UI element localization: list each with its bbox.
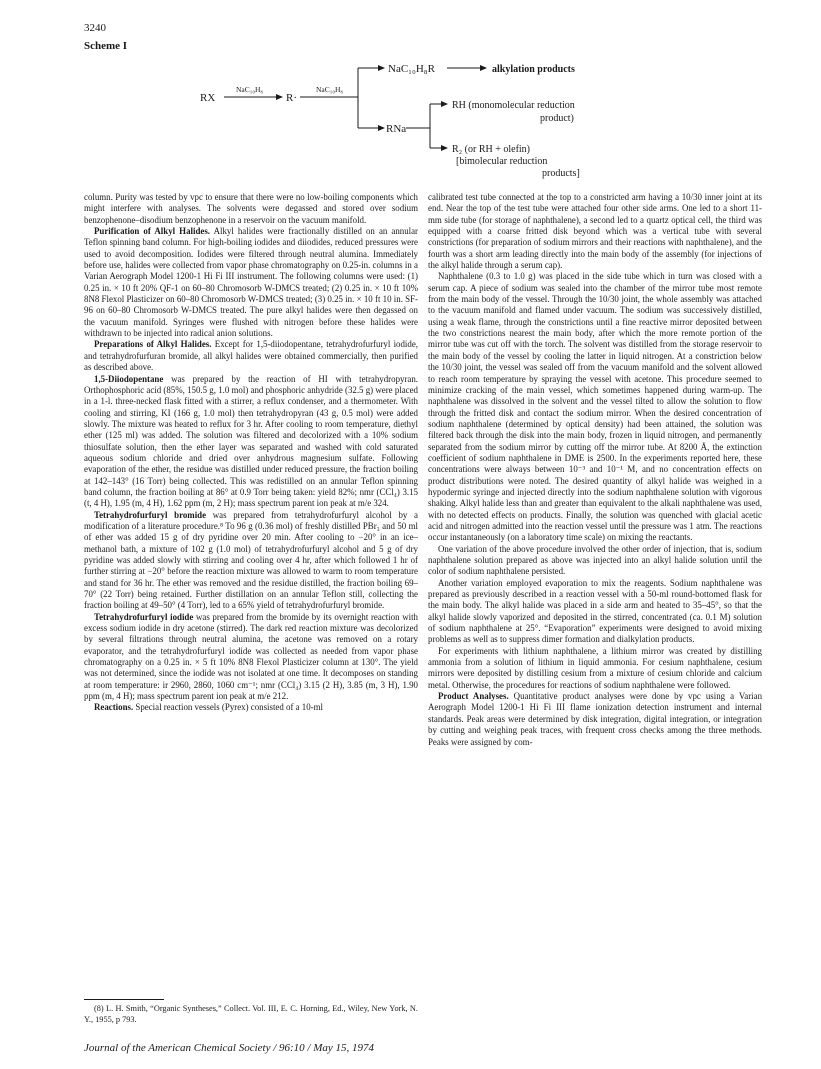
r2-product-line3: products] (542, 168, 580, 179)
reagent-2-label: NaC₁₀H₈ (316, 85, 344, 94)
paragraph-text: was prepared from the bromide by its overnight reaction with excess sodium iodide in dry acetone (stirred). The dark red reaction mixture was decolorized by several filtrations through neutral alumina, the acetone was removed on a rotary evaporator, and the tetrahydrofurfuryl iodide was collected as needed from vapor phase chromatography on a 0.25 in. × 5 ft 10% 8N8 Flexol Plasticizer column at 130°. The yield was not determined, since the iodide was not isolated at one time. It decomposes on standing at room temperature: ir 2960, 2860, 1060 cm⁻¹; nmr (CCl₄) 3.15 (2 H), 3.85 (m, 3 H), 1.90 ppm (m, 4 H); mass spectrum parent ion peak at m/e 212. (84, 611, 418, 702)
paragraph-text: Quantitative product analyses were done by vpc using a Varian Aerograph Model 1200-1 Hi Fi III flame ionization detection instrument and internal standards. Peak areas were determined by disk integration, digital integration, or integration by cutting and weighing peak traces, with frequent cross checks among the three methods. Peaks were assigned by com- (428, 691, 763, 747)
rna-label: RNa (386, 123, 407, 135)
reaction-scheme (0, 0, 821, 190)
paragraph: Another variation employed evaporation to mix the reagents. Sodium naphthalene was prepared as previously described in a reaction vessel with a 50-ml round-bottomed flask for the main body. The alkyl halide was placed in a side arm and heated to 35–45°, so that the alkyl halide slowly vaporized and deposited in the stirred, concentrated (ca. 0.1 M) solution of sodium naphthalene at 25°. “Evaporation” experiments were designed to avoid mixing problems as well as to suppress dimer formation and dialkylation products. (428, 577, 762, 645)
reagent-1-label: NaC₁₀H₈ (236, 85, 264, 94)
section-heading: Purification of Alkyl Halides. (94, 226, 210, 237)
left-column (84, 192, 418, 714)
paragraph: Naphthalene (0.3 to 1.0 g) was placed in the side tube which in turn was closed with a serum cap. A piece of sodium was sealed into the chamber of the mirror tube most remote from the main body of the vessel. Through the 10/30 joint, the whole assembly was attached to the vacuum manifold and flamed under vacuum. The sodium was successively distilled, using a weak flame, through the constrictions until a fine reactive mirror deposited between the two constrictions nearest the main body, after which the more remote portion of the mirror tube was cut off with the torch. The solvent was distilled from the storage reservoir to the main body of the vessel by cooling the latter in liquid nitrogen. At a constriction below the 10/30 joint, the vessel was sealed off from the vacuum manifold and the solvent allowed to reach room temperature by spraying the vessel with acetone. This procedure seemed to minimize cracking of the main vessel, which sometimes happened during warm-up. The naphthalene was dissolved in the solvent and the vessel tilted to allow the solution to flow through the fritted disk and contact the sodium mirror. When the desired concentration of sodium naphthalene (determined by optical density) had been attained, the solution was filtered back through the disk into the main body, frozen in liquid nitrogen, and permanently separated from the sodium mirror by cutting off the mirror tube. At 8200 Å, the extinction coefficient of sodium naphthalene in DME is 2500. In the experiments reported here, these concentrations were always between 10⁻³ and 10⁻¹ M, and no concentration effects on product distributions were noted. The desired quantity of alkyl halide was weighed in a hypodermic syringe and injected directly into the sodium naphthalene solution with vigorous shaking. Alkyl halide less than and greater than equivalent to the alkali naphthalene was used, with no detected effects on products. Finally, the solution was quenched with glacial acetic acid and nitrogen admitted into the reaction vessel until the pressure was 1 atm. The reactions occur instantaneously (on a laboratory time scale) on mixing the reactants. (428, 271, 762, 543)
right-column (428, 192, 762, 748)
paragraph (84, 612, 418, 703)
alkylation-products-label: alkylation products (492, 64, 575, 75)
paragraph-text: Special reaction vessels (Pyrex) consisted of a 10-ml (133, 702, 323, 713)
paragraph-text: Except for 1,5-diiodopentane, tetrahydrofurfuryl iodide, and tetrahydrofurfuran bromide, all alkyl halides were obtained commercially, then purified as described above. (84, 339, 418, 373)
page-number: 3240 (84, 22, 106, 34)
radical-label: R· (286, 92, 297, 104)
r2-product-line2: [bimolecular reduction (456, 156, 548, 167)
paragraph: One variation of the above procedure involved the other order of injection, that is, sodium naphthalene solution prepared as above was injected into an alkyl halide solution until the color of sodium naphthalene persisted. (428, 543, 762, 577)
paragraph (428, 691, 762, 748)
scheme-title: Scheme I (84, 40, 128, 52)
compound-heading: 1,5-Diiodopentane (94, 373, 164, 384)
paragraph (84, 226, 418, 339)
paragraph: column. Purity was tested by vpc to ensure that there were no low-boiling components which might interfere with analyses. The solvents were degassed and stored over sodium benzophenone–disodium benzophenone in a reservoir on the vacuum manifold. (84, 192, 418, 225)
paragraph (84, 374, 418, 510)
paragraph: For experiments with lithium naphthalene, a lithium mirror was created by distilling ammonia from a solution of lithium in liquid ammonia. For cesium naphthalene, cesium mirrors were deposited by distilling cesium from a mixture of cesium chloride and calcium metal. Otherwise, the procedures for reactions of sodium naphthalene were followed. (428, 645, 762, 690)
section-heading: Reactions. (94, 702, 134, 713)
footnote-rule (84, 999, 164, 1000)
paragraph (84, 702, 418, 713)
paragraph (84, 339, 418, 373)
r2-product-line1: R₂ (or RH + olefin) (452, 144, 531, 155)
compound-heading: Tetrahydrofurfuryl iodide (94, 611, 194, 622)
paragraph-text: was prepared by the reaction of HI with tetrahydropyran. Orthophosphoric acid (85%, 150.5 g, 1.0 mol) and phosphoric anhydride (32.5 g) were placed in a 1-l. three-necked flask fitted with a stirrer, a reflux condenser, and a thermometer. With cooling and stirring, KI (166 g, 1.0 mol) then tetrahydropyran (43 g, 0.5 mol) were added slowly. The mixture was heated to reflux for 3 hr. After cooling to room temperature, diethyl ether (125 ml) was added. The solution was filtered and decolorized with a 10% sodium thiosulfate solution, then the ether layer was separated and washed with cold saturated aqueous sodium chloride and dried over anhydrous magnesium sulfate. Following evaporation of the ether, the residue was distilled under reduced pressure, the fraction boiling at 142–143° (16 Torr) being collected. This was redistilled on an annular Teflon spinning band column, the fraction boiling at 86° at 0.9 Torr being taken: yield 82%; nmr (CCl₄) 3.15 (t, 4 H), 1.95 (m, 4 H), 1.62 ppm (m, 2 H); mass spectrum parent ion peak at m/e 324. (84, 373, 418, 509)
rx-label: RX (200, 92, 216, 104)
paragraph-text: Alkyl halides were fractionally distilled on an annular Teflon spinning band column. For high-boiling iodides and diiodides, reduced pressures were used to avoid decomposition. Iodides were filtered through neutral alumina. Immediately before use, halides were collected from vapor phase chromatography on 0.25-in. columns in a Varian Aerograph Model 1200-1 Hi Fi III instrument. The following columns were used: (1) 0.25 in. × 10 ft 20% QF-1 on 60–80 Chromosorb W-DMCS treated; (2) 0.25 in. × 10 ft 10% 8N8 Flexol Plasticizer on 60–80 Chromosorb W-DMCS treated; (3) 0.25 in. × 10 ft 10 in. SF-96 on 60–80 Chromosorb W-DMCS treated. The pure alkyl halides were then degassed on the vacuum manifold. Syringes were flushed with nitrogen before these halides were withdrawn to be injected into radical anion solutions. (84, 226, 418, 339)
journal-footer: Journal of the American Chemical Society / 96:10 / May 15, 1974 (84, 1042, 375, 1054)
paragraph (84, 510, 418, 612)
paragraph-text: was prepared from tetrahydrofurfuryl alcohol by a modification of a literature procedure.⁸ To 96 g (0.36 mol) of freshly distilled PBr₃ and 50 ml of ether was added 15 g of dry pyridine over 20 min. After cooling to −20° in an ice–methanol bath, a mixture of 102 g (1.0 mol) of tetrahydrofurfuryl alcohol and 5 g of dry pyridine was added slowly with stirring and cooling over 4 hr, after which followed 1 hr of further stirring at −20° before the reaction mixture was allowed to warm to room temperature and stand for 36 hr. The ether was removed and the residue distilled, the fraction boiling 69–70° (22 Torr) being retained. Further distillation on an annular Teflon still, collecting the fraction boiling at 49–50° (4 Torr), led to a 65% yield of tetrahydrofurfuryl bromide. (84, 509, 418, 611)
rh-product-line2: product) (540, 113, 574, 124)
paragraph: calibrated test tube connected at the top to a constricted arm having a 10/30 inner joint at its end. Near the top of the test tube were attached four other side arms. One led to a short 11-mm side tube (for storage of naphthalene), a second led to a quartz optical cell, the third was equipped with a coarse fritted disk beyond which was a vertical tube with several constrictions (for preparation of sodium mirrors and their reactions with naphthalene), and the fourth was a short arm leading directly into the main body of the assembly (for injections of the alkyl halide through a serum cap). (428, 192, 762, 271)
top-species-label: NaC₁₀H₈R (388, 63, 435, 75)
compound-heading: Tetrahydrofurfuryl bromide (94, 509, 207, 520)
footnote: (8) L. H. Smith, “Organic Syntheses,” Collect. Vol. III, E. C. Horning, Ed., Wiley, New York, N. Y., 1955, p 793. (84, 1004, 418, 1024)
rh-product-line1: RH (monomolecular reduction (452, 100, 575, 111)
section-heading: Preparations of Alkyl Halides. (94, 339, 212, 350)
section-heading: Product Analyses. (438, 691, 509, 702)
